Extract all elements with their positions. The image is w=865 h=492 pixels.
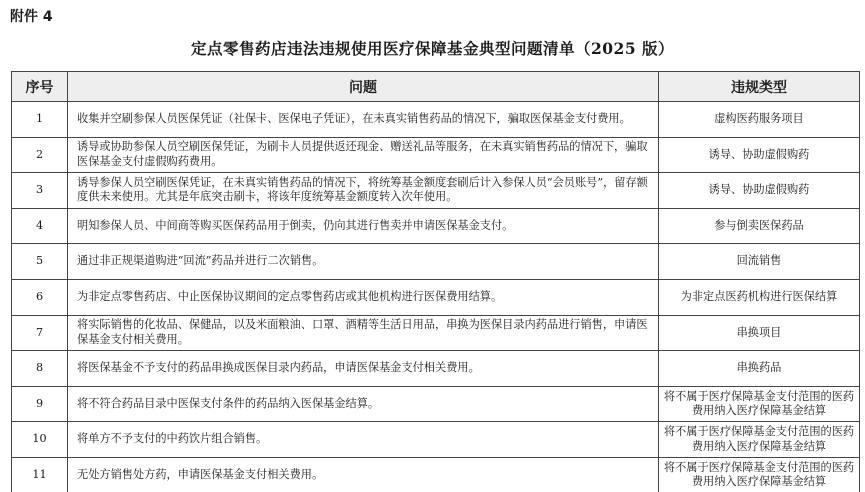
table-row xyxy=(12,244,860,280)
row-violation-type: 参与倒卖医保药品 xyxy=(659,208,860,244)
table-row xyxy=(12,386,860,422)
row-violation-type: 将不属于医疗保障基金支付范围的医药费用纳入医疗保障基金结算 xyxy=(659,422,860,458)
column-header-issue: 问题 xyxy=(68,72,659,102)
row-issue: 将单方不予支付的中药饮片组合销售。 xyxy=(68,422,659,458)
row-violation-type: 串换项目 xyxy=(659,315,860,351)
table-row xyxy=(12,208,860,244)
row-violation-type: 诱导、协助虚假购药 xyxy=(659,137,860,173)
row-violation-type: 回流销售 xyxy=(659,244,860,280)
row-seq: 9 xyxy=(12,386,68,422)
row-issue: 为非定点零售药店、中止医保协议期间的定点零售药店或其他机构进行医保费用结算。 xyxy=(68,279,659,315)
row-issue: 诱导或协助参保人员空刷医保凭证，为刷卡人员提供返还现金、赠送礼品等服务，在未真实销售药品的情况下，骗取医保基金支付虚假购药费用。 xyxy=(68,137,659,173)
row-issue: 收集并空刷参保人员医保凭证（社保卡、医保电子凭证），在未真实销售药品的情况下，骗取医保基金支付费用。 xyxy=(68,102,659,138)
row-seq: 3 xyxy=(12,173,68,209)
row-seq: 11 xyxy=(12,457,68,492)
row-issue: 诱导参保人员空刷医保凭证，在未真实销售药品的情况下，将统筹基金额度套刷后计入参保人员“会员账号”，留存额度供未来使用。尤其是年底突击刷卡，将该年度统筹基金额度转入次年使用。 xyxy=(68,173,659,209)
row-issue: 无处方销售处方药，申请医保基金支付相关费用。 xyxy=(68,457,659,492)
row-violation-type: 串换药品 xyxy=(659,351,860,387)
row-issue: 将医保基金不予支付的药品串换成医保目录内药品，申请医保基金支付相关费用。 xyxy=(68,351,659,387)
document-title: 定点零售药店违法违规使用医疗保障基金典型问题清单（2025 版） xyxy=(190,39,675,58)
row-seq: 8 xyxy=(12,351,68,387)
table-row xyxy=(12,351,860,387)
table-row xyxy=(12,422,860,458)
column-header-seq: 序号 xyxy=(12,72,68,102)
issues-table xyxy=(11,71,860,492)
row-seq: 5 xyxy=(12,244,68,280)
row-seq: 2 xyxy=(12,137,68,173)
row-violation-type: 为非定点医药机构进行医保结算 xyxy=(659,279,860,315)
row-seq: 7 xyxy=(12,315,68,351)
table-row xyxy=(12,137,860,173)
row-violation-type: 虚构医药服务项目 xyxy=(659,102,860,138)
table-row xyxy=(12,315,860,351)
row-issue: 将不符合药品目录中医保支付条件的药品纳入医保基金结算。 xyxy=(68,386,659,422)
row-seq: 10 xyxy=(12,422,68,458)
table-row xyxy=(12,102,860,138)
row-issue: 明知参保人员、中间商等购买医保药品用于倒卖，仍向其进行售卖并申请医保基金支付。 xyxy=(68,208,659,244)
row-seq: 1 xyxy=(12,102,68,138)
row-violation-type: 将不属于医疗保障基金支付范围的医药费用纳入医疗保障基金结算 xyxy=(659,386,860,422)
table-row xyxy=(12,279,860,315)
row-violation-type: 将不属于医疗保障基金支付范围的医药费用纳入医疗保障基金结算 xyxy=(659,457,860,492)
row-violation-type: 诱导、协助虚假购药 xyxy=(659,173,860,209)
table-row xyxy=(12,173,860,209)
row-seq: 6 xyxy=(12,279,68,315)
row-issue: 将实际销售的化妆品、保健品，以及米面粮油、口罩、酒精等生活日用品，串换为医保目录内药品进行销售，申请医保基金支付相关费用。 xyxy=(68,315,659,351)
row-issue: 通过非正规渠道购进“回流”药品并进行二次销售。 xyxy=(68,244,659,280)
attachment-label: 附件 4 xyxy=(10,9,53,25)
table-header-row xyxy=(12,72,860,102)
table-row xyxy=(12,457,860,492)
row-seq: 4 xyxy=(12,208,68,244)
column-header-type: 违规类型 xyxy=(659,72,860,102)
